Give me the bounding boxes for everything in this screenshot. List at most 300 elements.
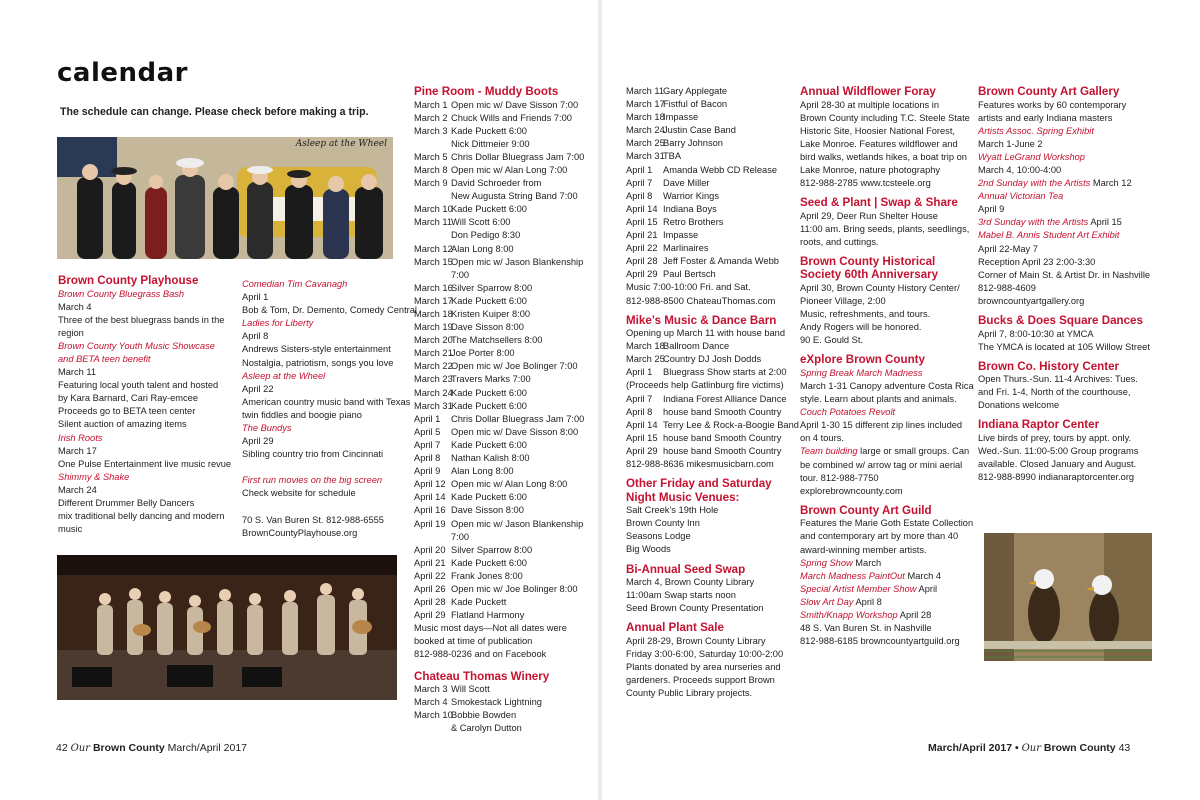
- schedule-row: [414, 387, 594, 400]
- schedule-date: March 18: [626, 112, 665, 123]
- schedule-act: Frank Jones 8:00: [451, 570, 523, 581]
- schedule-row: [626, 137, 798, 150]
- schedule-act: Kade Puckett 6:00: [451, 125, 527, 136]
- schedule-act: Justin Case Band: [663, 125, 736, 136]
- schedule-date: April 22: [626, 243, 658, 254]
- schedule-date: April 21: [626, 230, 658, 241]
- schedule-act: New Augusta String Band 7:00: [451, 191, 578, 202]
- event-name: First run movies on the big screen: [242, 475, 383, 486]
- schedule-act: Kade Puckett 6:00: [451, 400, 527, 411]
- listing-line: Historic Site, Hoosier National Forest,: [800, 125, 956, 136]
- schedule-date: March 25: [626, 138, 665, 149]
- schedule-date: April 7: [626, 393, 653, 404]
- event-name: Annual Victorian Tea: [978, 191, 1064, 202]
- listing-line: [978, 216, 1168, 229]
- schedule-date: March 3: [414, 684, 448, 695]
- listing-line: [800, 445, 972, 458]
- schedule-date: March 20: [414, 335, 453, 346]
- listing-line: [978, 177, 1168, 190]
- art-guild-heading: Brown County Art Guild: [800, 503, 932, 517]
- plant-sale-heading: Annual Plant Sale: [626, 621, 724, 635]
- schedule-row: [414, 400, 594, 413]
- schedule-row: [414, 321, 594, 334]
- schedule-date: [414, 190, 451, 203]
- schedule-row: [626, 190, 798, 203]
- schedule-row: [414, 504, 594, 517]
- listing-line: American country music band with Texas: [242, 396, 411, 407]
- seed-swap-heading: Bi-Annual Seed Swap: [626, 562, 746, 576]
- schedule-act: Open mic w/ Joe Bolinger 7:00: [451, 361, 578, 372]
- schedule-row: [414, 570, 594, 583]
- schedule-row: [414, 683, 594, 696]
- listing-line: March 17: [58, 445, 97, 456]
- band-photo: [57, 137, 393, 259]
- schedule-row: [414, 243, 594, 256]
- schedule-row: [626, 150, 798, 163]
- schedule-row: [414, 465, 594, 478]
- schedule-date: March 24: [414, 387, 453, 398]
- listing-line: Bob & Tom, Dr. Demento, Comedy Central: [242, 305, 417, 316]
- listing-line: Open Thurs.-Sun. 11-4 Archives: Tues.: [978, 374, 1138, 385]
- schedule-row: [626, 98, 798, 111]
- schedule-date: April 26: [414, 583, 446, 594]
- listing-line: [800, 570, 972, 583]
- schedule-row: [626, 406, 798, 419]
- listing-line: April 28-30 at multiple locations in: [800, 99, 940, 110]
- schedule-act: Dave Sisson 8:00: [451, 322, 524, 333]
- listing-line: April 1: [242, 292, 269, 303]
- schedule-act: Indiana Boys: [663, 203, 717, 214]
- event-name: Irish Roots: [58, 432, 103, 443]
- event-name: Shimmy & Shake: [58, 471, 130, 482]
- event-name: Spring Show: [800, 557, 853, 568]
- listing-line: March 4: [58, 301, 92, 312]
- schedule-act: Kade Puckett: [451, 597, 507, 608]
- schedule-row: [626, 432, 798, 445]
- schedule-act: Open mic w/ Joe Bolinger 8:00: [451, 583, 578, 594]
- listing-line: Music, refreshments, and tours.: [800, 309, 931, 320]
- listing-line: Live birds of prey, tours by appt. only.: [978, 432, 1132, 443]
- listing-line: Check website for schedule: [242, 488, 356, 499]
- listing-line: Friday 3:00-6:00, Saturday 10:00-2:00: [626, 648, 784, 659]
- schedule-act: Alan Long 8:00: [451, 466, 514, 477]
- listing-line: Andy Rogers will be honored.: [800, 322, 922, 333]
- page-title: calendar: [57, 58, 188, 88]
- schedule-date: March 8: [414, 164, 448, 175]
- wildflower-heading: Annual Wildflower Foray: [800, 85, 936, 98]
- schedule-row: [414, 722, 594, 735]
- listing-line: Music 7:00-10:00 Fri. and Sat.: [626, 282, 751, 293]
- stage-performance-photo: [57, 555, 397, 700]
- schedule-act: Jeff Foster & Amanda Webb: [663, 256, 779, 267]
- schedule-row: [414, 295, 594, 308]
- listing-line: Salt Creek’s 19th Hole: [626, 505, 719, 516]
- listing-line: tour. 812-988-7750: [800, 472, 879, 483]
- listing-line: browncountyartgallery.org: [978, 295, 1085, 306]
- schedule-act: Kristen Kuiper 8:00: [451, 309, 531, 319]
- event-name: Artists Assoc. Spring Exhibit: [978, 125, 1094, 136]
- schedule-act: Kade Puckett 6:00: [451, 557, 527, 568]
- schedule-date: March 18: [626, 341, 665, 352]
- event-detail: April 15: [1088, 217, 1122, 228]
- schedule-date: March 11: [414, 217, 453, 228]
- raptor-heading: Indiana Raptor Center: [978, 418, 1100, 432]
- schedule-date: March 17: [414, 295, 453, 306]
- schedule-act: Silver Sparrow 8:00: [451, 544, 533, 555]
- listing-line: Seasons Lodge: [626, 531, 691, 542]
- listing-line: Seed Brown County Presentation: [626, 603, 764, 614]
- schedule-date: March 10: [414, 710, 453, 721]
- schedule-act: Marlinaires: [663, 243, 709, 254]
- schedule-row: [414, 709, 594, 722]
- schedule-date: March 22: [414, 361, 453, 372]
- schedule-row: [414, 360, 594, 373]
- event-detail: April 28: [897, 610, 932, 620]
- schedule-row: [414, 138, 594, 151]
- schedule-act: Kade Puckett 6:00: [451, 439, 527, 450]
- schedule-row: [626, 393, 798, 406]
- schedule-date: March 2: [414, 112, 448, 123]
- schedule-row: [626, 177, 798, 190]
- schedule-row: [414, 256, 594, 269]
- listing-line: March 4, Brown County Library: [626, 577, 755, 587]
- schedule-date: April 16: [414, 505, 446, 516]
- schedule-row: [414, 557, 594, 570]
- listing-line: April 7, 8:00-10:30 at YMCA: [978, 328, 1094, 339]
- other-venues-heading-1: Other Friday and Saturday: [626, 477, 772, 491]
- art-gallery-heading: Brown County Art Gallery: [978, 85, 1120, 98]
- event-name: 2nd Sunday with the Artists: [978, 178, 1091, 189]
- schedule-act: Impasse: [663, 230, 699, 241]
- schedule-row: [414, 203, 594, 216]
- schedule-date: April 28: [626, 256, 658, 267]
- schedule-act: Chris Dollar Bluegrass Jam 7:00: [451, 151, 585, 162]
- schedule-date: March 5: [414, 151, 448, 162]
- listing-line: Features the Marie Goth Estate Collection: [800, 518, 974, 529]
- listing-line: 812-988-8500 ChateauThomas.com: [626, 295, 776, 306]
- schedule-date: [414, 138, 451, 151]
- listing-line: Three of the best bluegrass bands in the: [58, 314, 225, 325]
- schedule-date: March 17: [626, 99, 665, 110]
- issue-right: March/April 2017 •: [928, 742, 1019, 754]
- event-detail: large or small groups. Can: [857, 446, 970, 457]
- schedule-row: [414, 478, 594, 491]
- schedule-date: March 1: [414, 99, 448, 110]
- explore-heading: eXplore Brown County: [800, 353, 925, 367]
- listing-line: 812-988-0236 and on Facebook: [414, 649, 547, 660]
- listing-line: March 4, 10:00-4:00: [978, 164, 1062, 175]
- schedule-row: [626, 216, 798, 229]
- schedule-act: Travers Marks 7:00: [451, 374, 531, 385]
- schedule-date: April 15: [626, 216, 658, 227]
- listing-line: Donations welcome: [978, 400, 1060, 411]
- eagles-photo: [984, 533, 1152, 661]
- listing-line: April 30, Brown County History Center/: [800, 282, 960, 293]
- schedule-row: [414, 596, 594, 609]
- schedule-act: Dave Miller: [663, 177, 710, 188]
- schedule-row: [626, 203, 798, 216]
- schedule-date: [414, 531, 451, 544]
- issue-left: March/April 2017: [167, 742, 247, 754]
- schedule-act: Kade Puckett 6:00: [451, 295, 527, 306]
- schedule-act: 7:00: [451, 269, 470, 280]
- schedule-row: [414, 439, 594, 452]
- listing-line: and Fri. 1-4, North of the courthouse,: [978, 387, 1131, 398]
- schedule-date: March 3: [414, 125, 448, 136]
- schedule-date: March 23: [414, 374, 453, 385]
- schedule-act: Open mic w/ Jason Blankenship: [451, 518, 584, 529]
- listing-line: One Pulse Entertainment live music revue: [58, 458, 232, 469]
- listing-line: March 1-June 2: [978, 138, 1043, 149]
- schedule-date: April 1: [626, 367, 653, 378]
- mikes-contact: 812-988-8636 mikesmusicbarn.com: [626, 459, 774, 470]
- spacer: [242, 501, 412, 514]
- listing-line: April 1-30 15 different zip lines included: [800, 420, 963, 431]
- schedule-date: April 14: [414, 492, 446, 503]
- schedule-act: Fistful of Bacon: [663, 99, 728, 110]
- schedule-row: [414, 452, 594, 465]
- schedule-row: [414, 491, 594, 504]
- schedule-row: [414, 696, 594, 709]
- schedule-act: Retro Brothers: [663, 216, 724, 227]
- schedule-date: March 18: [414, 309, 453, 319]
- listing-line: March 1-31 Canopy adventure Costa Rica: [800, 381, 974, 391]
- schedule-row: [414, 609, 594, 622]
- schedule-date: [414, 229, 451, 242]
- schedule-act: Bobbie Bowden: [451, 710, 517, 721]
- listing-line: gardeners. Proceeds support Brown: [626, 675, 775, 686]
- schedule-row: [626, 124, 798, 137]
- schedule-date: March 19: [414, 322, 453, 333]
- schedule-row: [626, 111, 798, 124]
- listing-line: Sibling country trio from Cincinnati: [242, 449, 384, 460]
- listing-line: 48 S. Van Buren St. in Nashville: [800, 623, 932, 634]
- listing-line: [978, 203, 1168, 216]
- listing-line: Lake Monroe. Features wildflower and: [800, 138, 958, 149]
- listing-line: on 4 tours.: [800, 433, 844, 444]
- listing-line: 11:00am Swap starts noon: [626, 590, 736, 601]
- listing-line: Featuring local youth talent and hosted: [58, 380, 219, 391]
- schedule-act: Smokestack Lightning: [451, 697, 542, 708]
- listing-line: bird walks, wetlands hikes, a boat trip on: [800, 151, 967, 162]
- schedule-date: April 8: [626, 406, 653, 417]
- schedule-date: March 25: [626, 354, 665, 365]
- listing-line: 812-988-8990 indianaraptorcenter.org: [978, 472, 1135, 483]
- listing-line: and contemporary art by more than 40: [800, 531, 959, 542]
- schedule-act: Kade Puckett 6:00: [451, 387, 527, 398]
- page-number-right: 43: [1118, 742, 1131, 754]
- schedule-act: Don Pedigo 8:30: [451, 230, 521, 241]
- schedule-act: 7:00: [451, 531, 470, 542]
- right-column-b: [800, 85, 972, 648]
- listing-line: [800, 583, 972, 596]
- listing-line: 812-988-2785 www.tcsteele.org: [800, 178, 931, 189]
- schedule-date: April 1: [414, 413, 441, 424]
- event-name: Ladies for Liberty: [242, 318, 314, 329]
- schedule-date: April 9: [414, 466, 441, 477]
- schedule-date: April 20: [414, 544, 446, 555]
- listing-line: Brown County Inn: [626, 518, 700, 529]
- event-name: 3rd Sunday with the Artists: [978, 217, 1089, 228]
- mikes-proceeds: (Proceeds help Gatlinburg fire victims): [626, 380, 784, 391]
- schedule-act: house band Smooth Country: [663, 445, 782, 456]
- schedule-act: Nick Dittmeier 9:00: [451, 138, 530, 149]
- schedule-act: Indiana Forest Alliance Dance: [663, 393, 787, 404]
- schedule-row: [414, 164, 594, 177]
- listing-line: April 29, Deer Run Shelter House: [800, 210, 938, 221]
- schedule-act: Kade Puckett 6:00: [451, 492, 527, 503]
- square-dances-heading: Bucks & Does Square Dances: [978, 314, 1143, 327]
- schedule-date: March 24: [626, 125, 665, 136]
- listing-line: 812-988-4609: [978, 282, 1036, 293]
- other-venues-heading-2: Night Music Venues:: [626, 490, 740, 504]
- brand-our-left: Our: [70, 743, 91, 754]
- schedule-row: [414, 308, 594, 321]
- schedule-row: [414, 112, 594, 125]
- listing-line: Music most days—Not all dates were: [414, 623, 567, 634]
- band-photo-illustration: [57, 137, 393, 259]
- playhouse-heading: Brown County Playhouse: [58, 274, 199, 287]
- schedule-act: Paul Bertsch: [663, 269, 716, 280]
- listing-line: mix traditional belly dancing and modern: [58, 511, 225, 522]
- seed-plant-heading: Seed & Plant | Swap & Share: [800, 196, 958, 210]
- brand-right: Brown County: [1043, 742, 1116, 754]
- schedule-act: Open mic w/ Alan Long 8:00: [451, 479, 568, 490]
- listing-line: Pioneer Village, 2:00: [800, 296, 886, 307]
- schedule-row: [414, 190, 594, 203]
- schedule-act: The Matchsellers 8:00: [451, 335, 543, 346]
- listing-line: April 29: [242, 436, 274, 447]
- schedule-act: Open mic w/ Alan Long 7:00: [451, 164, 568, 175]
- listing-line: April 22-May 7: [978, 243, 1038, 254]
- listing-line: April 28-29, Brown County Library: [626, 635, 766, 646]
- event-name: Team building: [800, 446, 858, 457]
- schedule-row: [626, 366, 798, 379]
- listing-line: BrownCountyPlayhouse.org: [242, 527, 358, 538]
- schedule-row: [414, 269, 594, 282]
- schedule-row: [414, 518, 594, 531]
- event-name: Slow Art Day: [800, 596, 854, 607]
- schedule-row: [626, 268, 798, 281]
- listing-line: The YMCA is located at 105 Willow Street: [978, 341, 1150, 352]
- event-name: Brown County Youth Music Showcase: [58, 340, 215, 351]
- event-detail: March: [852, 557, 882, 568]
- schedule-act: Kade Puckett 6:00: [451, 204, 527, 215]
- event-name: March Madness PaintOut: [800, 570, 905, 581]
- schedule-act: Chuck Wills and Friends 7:00: [451, 112, 572, 123]
- event-detail: April: [916, 583, 938, 594]
- schedule-date: March 10: [414, 204, 453, 215]
- listing-line: March 24: [58, 484, 97, 495]
- mikes-heading: Mike’s Music & Dance Barn: [626, 313, 777, 327]
- schedule-row: [414, 413, 594, 426]
- schedule-date: [414, 269, 451, 282]
- listing-line: roots, and cuttings.: [800, 236, 879, 247]
- schedule-row: [414, 347, 594, 360]
- schedule-row: [414, 216, 594, 229]
- listing-line: Wed.-Sun. 11:00-5:00 Group programs: [978, 446, 1139, 457]
- listing-line: 11:00 am. Bring seeds, plants, seedlings,: [800, 223, 970, 234]
- schedule-act: house band Smooth Country: [663, 432, 782, 443]
- schedule-row: [414, 125, 594, 138]
- schedule-date: March 4: [414, 697, 448, 708]
- schedule-date: March 11: [626, 86, 665, 96]
- listing-line: Corner of Main St. & Artist Dr. in Nashville: [978, 269, 1151, 280]
- schedule-row: [626, 445, 798, 458]
- schedule-date: April 8: [414, 453, 441, 464]
- event-name: Mabel B. Annis Student Art Exhibit: [978, 230, 1120, 241]
- schedule-act: Open mic w/ Dave Sisson 7:00: [451, 99, 579, 110]
- brand-left: Brown County: [92, 742, 165, 754]
- listing-line: Big Woods: [626, 544, 671, 555]
- schedule-date: April 12: [414, 479, 446, 490]
- schedule-act: Dave Sisson 8:00: [451, 505, 524, 516]
- schedule-act: Ballroom Dance: [663, 341, 730, 352]
- schedule-date: April 21: [414, 557, 446, 568]
- schedule-row: [414, 151, 594, 164]
- listing-line: April 22: [242, 383, 274, 394]
- page-number-left: 42: [56, 742, 68, 754]
- schedule-date: April 14: [626, 419, 658, 430]
- schedule-date: April 5: [414, 426, 441, 437]
- history-center-heading: Brown Co. History Center: [978, 359, 1120, 373]
- schedule-row: [414, 531, 594, 544]
- event-detail: April 8: [853, 596, 882, 607]
- schedule-date: April 29: [626, 269, 658, 280]
- schedule-date: April 15: [626, 432, 658, 443]
- listing-line: music: [58, 524, 83, 535]
- schedule-act: Alan Long 8:00: [451, 243, 514, 254]
- schedule-date: March 31: [414, 400, 453, 411]
- schedule-date: [414, 722, 451, 735]
- schedule-row: [414, 282, 594, 295]
- schedule-act: Nathan Kalish 8:00: [451, 453, 530, 464]
- event-name: The Bundys: [242, 423, 292, 434]
- schedule-date: April 8: [626, 190, 653, 201]
- event-name: and BETA teen benefit: [58, 353, 151, 364]
- right-column-a: [626, 85, 798, 700]
- schedule-date: March 31: [626, 151, 665, 162]
- listing-line: [800, 596, 972, 609]
- schedule-act: & Carolyn Dutton: [451, 723, 522, 734]
- listing-line: award-winning member artists.: [800, 544, 927, 555]
- schedule-row: [626, 242, 798, 255]
- schedule-date: April 19: [414, 518, 446, 529]
- listing-line: style. Learn about plants and animals.: [800, 394, 957, 405]
- listing-line: available. Closed January and August.: [978, 459, 1137, 470]
- pine-room-column: [414, 85, 594, 735]
- event-name: Couch Potatoes Revolt: [800, 407, 896, 418]
- listing-line: artists and early Indiana masters: [978, 112, 1113, 123]
- schedule-date: April 22: [414, 570, 446, 581]
- schedule-date: April 29: [626, 445, 658, 456]
- listing-line: Lake Monroe, nature photography: [800, 164, 941, 175]
- schedule-date: April 29: [414, 610, 446, 621]
- schedule-act: Terry Lee & Rock-a-Boogie Band: [663, 419, 799, 430]
- schedule-row: [414, 426, 594, 439]
- schedule-row: [626, 164, 798, 177]
- schedule-date: March 21: [414, 348, 453, 359]
- eagles-photo-illustration: [984, 533, 1152, 661]
- footer-right: [928, 742, 1130, 754]
- event-name: Comedian Tim Cavanagh: [242, 279, 348, 289]
- listing-line: County Public Library projects.: [626, 688, 753, 699]
- listing-line: be combined w/ arrow tag or mini aerial: [800, 459, 963, 470]
- schedule-row: [414, 334, 594, 347]
- schedule-row: [414, 373, 594, 386]
- event-name: Brown County Bluegrass Bash: [58, 288, 185, 299]
- historical-heading-2: Society 60th Anniversary: [800, 268, 939, 282]
